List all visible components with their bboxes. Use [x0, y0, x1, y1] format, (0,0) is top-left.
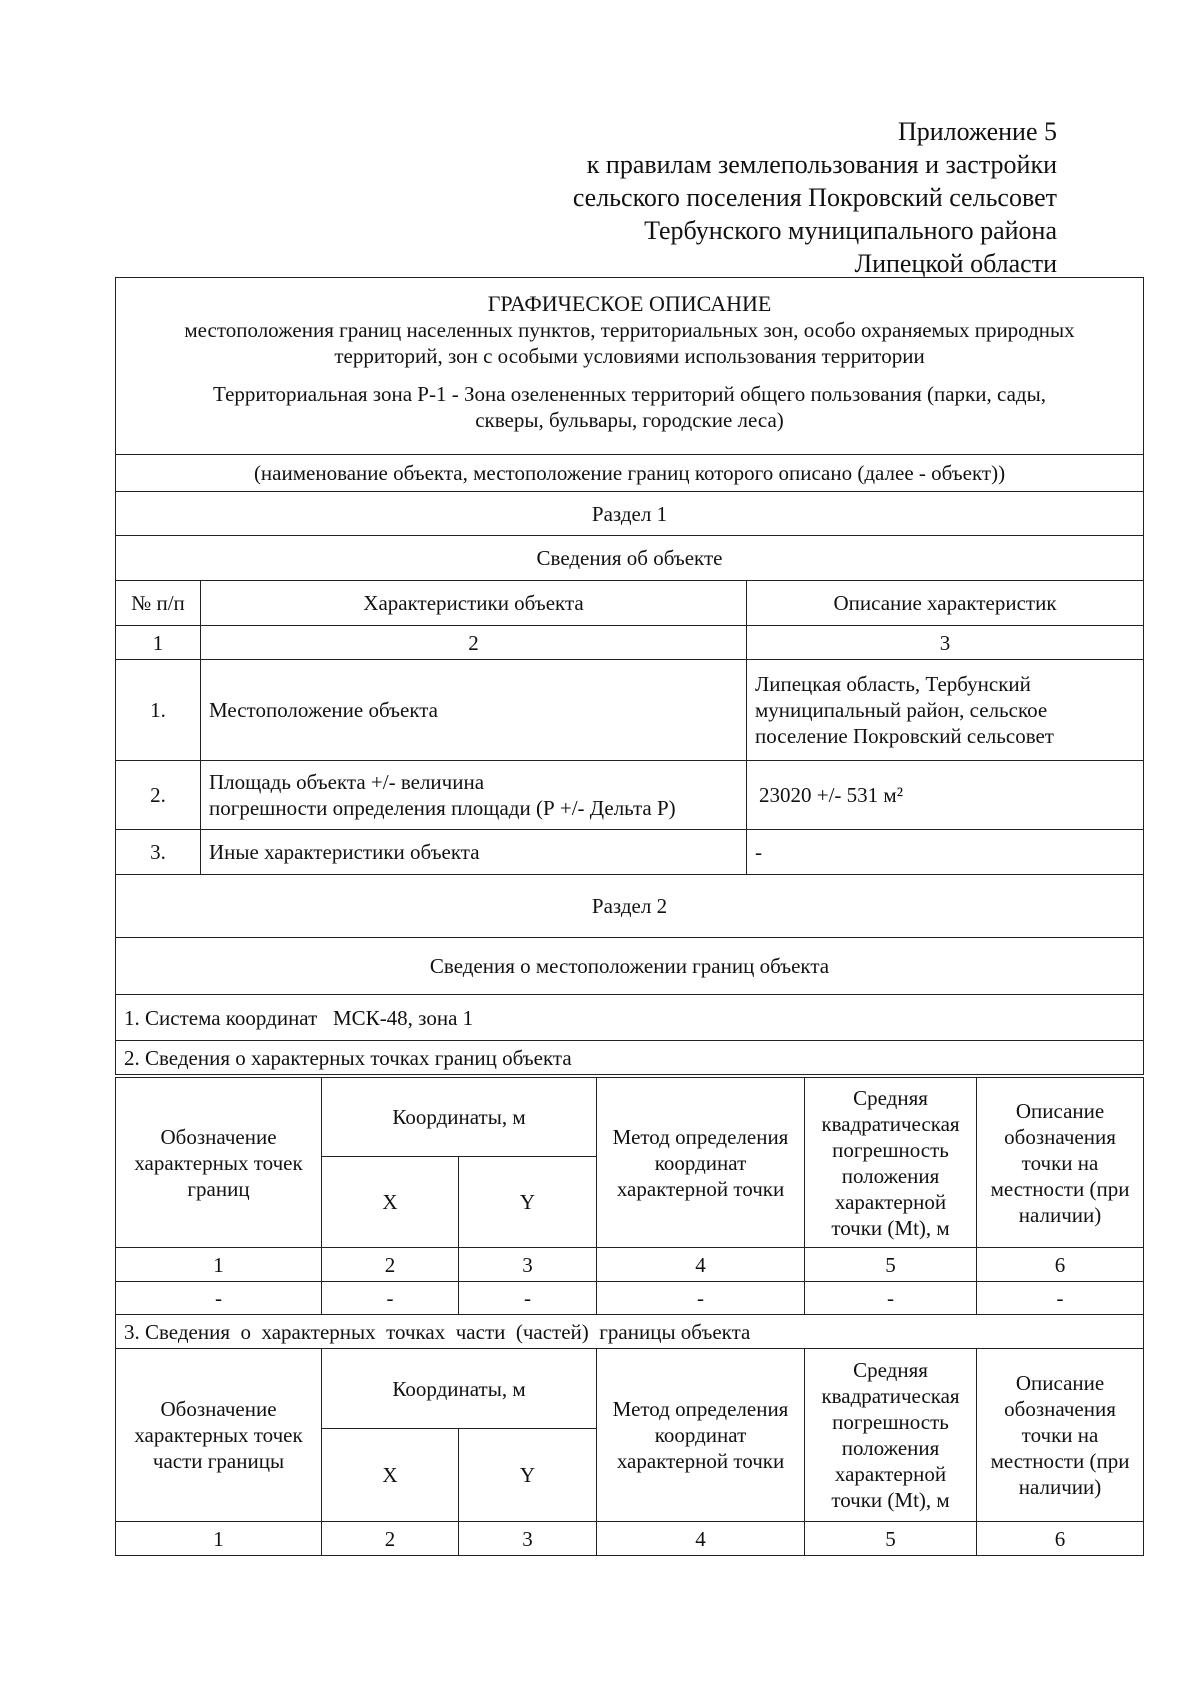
column-header: Характеристики объекта — [201, 581, 747, 626]
part-section-title: 3. Сведения о характерных точках части (частей) границы объекта — [116, 1315, 1144, 1349]
table-cell: - — [322, 1282, 459, 1315]
row-value: 23020 +/- 531 м² — [747, 761, 1144, 830]
column-number: 1 — [116, 1248, 322, 1282]
header-line: к правилам землепользования и застройки — [586, 150, 1057, 179]
column-number: 2 — [201, 626, 747, 660]
column-number: 1 — [116, 1522, 322, 1556]
column-number: 4 — [597, 1248, 805, 1282]
boundary-part-points-table — [115, 1348, 1144, 1556]
table-row — [116, 1282, 1144, 1315]
column-number: 4 — [597, 1522, 805, 1556]
column-number: 2 — [322, 1248, 459, 1282]
y-header: Y — [459, 1157, 597, 1248]
description-header: Описание обозначения точки на местности (при наличии) — [977, 1349, 1144, 1522]
section1-title: Раздел 1 — [116, 492, 1144, 536]
row-name: Иные характеристики объекта — [201, 830, 747, 875]
error-header: Средняя квадратическая погрешность положения характерной точки (Mt), м — [805, 1349, 977, 1522]
column-number: 2 — [322, 1522, 459, 1556]
point-designation-header: Обозначение характерных точек границ — [116, 1078, 322, 1248]
column-number: 1 — [116, 626, 201, 660]
row-number: 1. — [116, 660, 201, 761]
header-line: Тербунского муниципального района — [644, 216, 1057, 245]
coordinate-system: 1. Система координат МСК-48, зона 1 — [116, 995, 1144, 1041]
row-value: - — [747, 830, 1144, 875]
section1-subtitle: Сведения об объекте — [116, 536, 1144, 581]
section2-title: Раздел 2 — [116, 875, 1144, 938]
coordinates-header: Координаты, м — [322, 1078, 597, 1157]
column-number: 3 — [459, 1248, 597, 1282]
description-header: Описание обозначения точки на местности (при наличии) — [977, 1078, 1144, 1248]
main-table — [115, 277, 1144, 1075]
row-value: Липецкая область, Тербунский муниципальный район, сельское поселение Покровский сельсовет — [747, 660, 1144, 761]
document-header — [573, 115, 1057, 280]
table-row — [116, 761, 1144, 830]
x-header: X — [322, 1157, 459, 1248]
column-number: 5 — [805, 1248, 977, 1282]
row-number: 3. — [116, 830, 201, 875]
table-row — [116, 830, 1144, 875]
points-section-title: 2. Сведения о характерных точках границ объекта — [116, 1041, 1144, 1075]
table-cell: - — [977, 1282, 1144, 1315]
table-cell: - — [116, 1282, 322, 1315]
row-name: Площадь объекта +/- величина погрешности определения площади (Р +/- Дельта Р) — [201, 761, 747, 830]
coordinates-header: Координаты, м — [322, 1349, 597, 1429]
column-number: 3 — [747, 626, 1144, 660]
object-name: скверы, бульвары, городские леса) — [475, 408, 784, 432]
header-line: сельского поселения Покровский сельсовет — [572, 183, 1057, 212]
column-header: Описание характеристик — [747, 581, 1144, 626]
column-number: 6 — [977, 1522, 1144, 1556]
method-header: Метод определения координат характерной точки — [597, 1349, 805, 1522]
column-header: № п/п — [116, 581, 201, 626]
section2-subtitle: Сведения о местоположении границ объекта — [116, 938, 1144, 995]
document-title-cell — [116, 278, 1144, 455]
table-cell: - — [805, 1282, 977, 1315]
method-header: Метод определения координат характерной точки — [597, 1078, 805, 1248]
header-line: Липецкой области — [854, 249, 1057, 278]
table-cell: - — [597, 1282, 805, 1315]
object-caption: (наименование объекта, местоположение границ которого описано (далее - объект)) — [116, 455, 1144, 492]
table-row — [116, 660, 1144, 761]
row-number: 2. — [116, 761, 201, 830]
column-number: 3 — [459, 1522, 597, 1556]
row-name: Местоположение объекта — [201, 660, 747, 761]
column-number: 5 — [805, 1522, 977, 1556]
y-header: Y — [459, 1429, 597, 1522]
table-cell: - — [459, 1282, 597, 1315]
column-number: 6 — [977, 1248, 1144, 1282]
appendix-number: Приложение 5 — [897, 117, 1057, 146]
document-subtitle: местоположения границ населенных пунктов, территориальных зон, особо охраняемых природных — [184, 318, 1075, 342]
x-header: X — [322, 1429, 459, 1522]
error-header: Средняя квадратическая погрешность положения характерной точки (Mt), м — [805, 1078, 977, 1248]
document-title: ГРАФИЧЕСКОЕ ОПИСАНИЕ — [487, 291, 772, 316]
point-designation-header: Обозначение характерных точек части границы — [116, 1349, 322, 1522]
object-name: Территориальная зона Р-1 - Зона озелененных территорий общего пользования (парки, сады, — [213, 382, 1046, 406]
boundary-points-table — [115, 1077, 1144, 1349]
document-subtitle: территорий, зон с особыми условиями использования территории — [334, 344, 925, 368]
